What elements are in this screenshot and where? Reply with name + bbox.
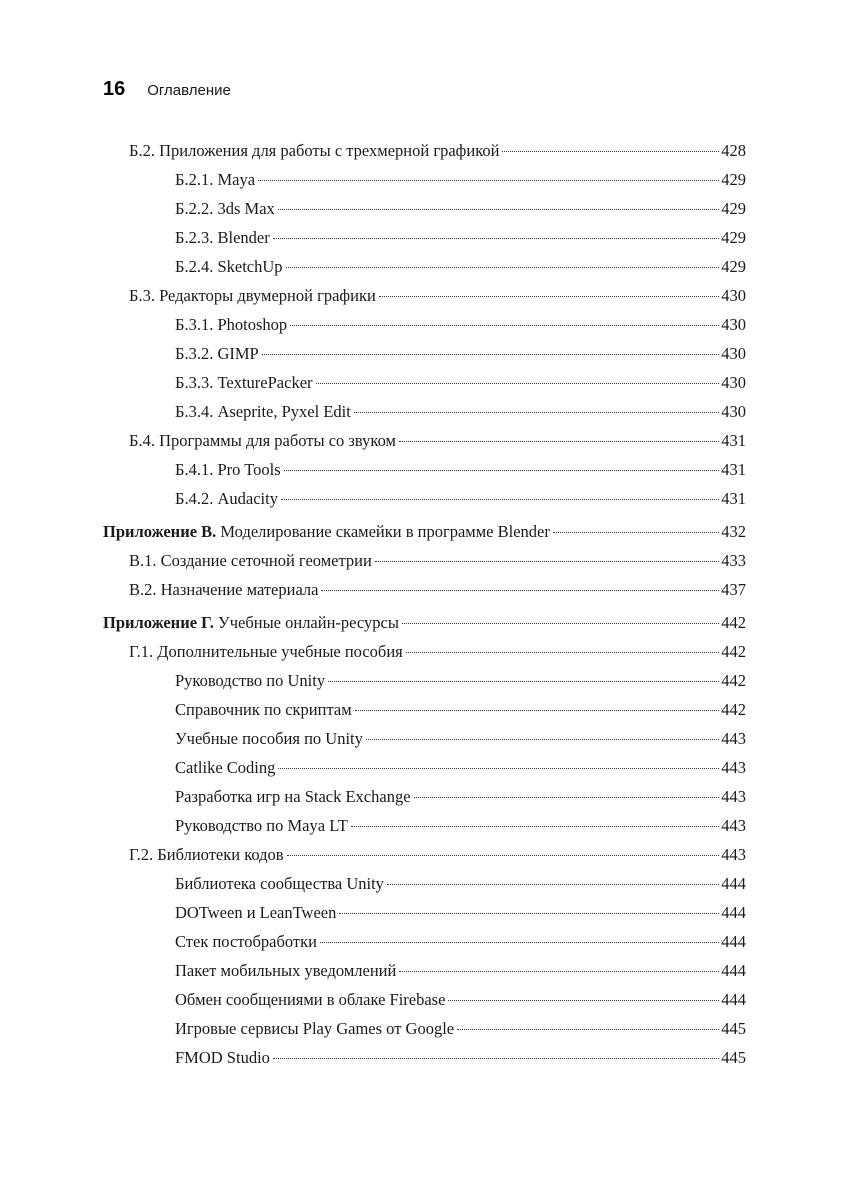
leader-dots: [399, 441, 719, 442]
toc-entry: [175, 1046, 746, 1070]
toc-entry-title: Обмен сообщениями в облаке Firebase: [175, 990, 446, 1009]
appendix-title: Учебные онлайн-ресурсы: [218, 613, 399, 632]
toc-entry-page: 443: [721, 758, 746, 777]
leader-dots: [258, 180, 719, 181]
toc-entry-title: Руководство по Unity: [175, 671, 326, 690]
toc-entry-page: 429: [721, 228, 746, 247]
toc-entry: [175, 930, 746, 954]
toc-entry-title: Б.4.1. Pro Tools: [175, 460, 281, 479]
toc-entry-page: 444: [721, 932, 746, 951]
toc-entry: [175, 1017, 746, 1041]
toc-appendix-entry: [103, 520, 746, 544]
leader-dots: [273, 238, 720, 239]
toc-entry-title: DOTween и LeanTween: [175, 903, 337, 922]
toc-entry: [175, 669, 746, 693]
toc-entry-title: Catlike Coding: [175, 758, 276, 777]
toc-entry: [175, 959, 746, 983]
leader-dots: [278, 768, 719, 769]
toc-entry-page: 442: [721, 700, 746, 719]
leader-dots: [262, 354, 720, 355]
toc-entry: [175, 458, 746, 482]
toc-entry: [175, 988, 746, 1012]
toc-entry-page: 444: [721, 990, 746, 1009]
leader-dots: [278, 209, 719, 210]
leader-dots: [387, 884, 719, 885]
toc-entry-title: Б.3.3. TexturePacker: [175, 373, 313, 392]
toc-entry-title: Разработка игр на Stack Exchange: [175, 787, 411, 806]
toc-entry: [175, 814, 746, 838]
toc-entry-page: 430: [721, 315, 746, 334]
toc-entry-title: Б.2.2. 3ds Max: [175, 199, 275, 218]
toc-entry-title: [103, 520, 550, 544]
toc-entry-page: 443: [721, 787, 746, 806]
leader-dots: [328, 681, 719, 682]
leader-dots: [402, 623, 719, 624]
leader-dots: [354, 412, 719, 413]
toc-entry-page: 433: [721, 551, 746, 570]
toc-entry: [175, 727, 746, 751]
toc-entry: [175, 756, 746, 780]
toc-entry: [175, 168, 746, 192]
leader-dots: [406, 652, 720, 653]
toc-entry-page: 432: [721, 522, 746, 541]
toc-entry: [175, 342, 746, 366]
leader-dots: [379, 296, 719, 297]
running-title: Оглавление: [147, 82, 231, 99]
toc-entry: [129, 640, 746, 664]
toc-entry: [129, 578, 746, 602]
leader-dots: [287, 855, 720, 856]
toc-entry-title: Б.4.2. Audacity: [175, 489, 278, 508]
leader-dots: [366, 739, 719, 740]
leader-dots: [399, 971, 719, 972]
page-header: [103, 78, 231, 104]
toc-entry: [129, 843, 746, 867]
toc-entry-page: 442: [721, 671, 746, 690]
toc-entry-page: 429: [721, 199, 746, 218]
toc-entry: [175, 487, 746, 511]
toc-entry-page: 445: [721, 1019, 746, 1038]
toc-entry-title: Стек постобработки: [175, 932, 317, 951]
toc-entry: [175, 872, 746, 896]
toc-entry-page: 429: [721, 170, 746, 189]
toc-entry-page: 445: [721, 1048, 746, 1067]
toc-entry-page: 443: [721, 845, 746, 864]
leader-dots: [553, 532, 719, 533]
leader-dots: [448, 1000, 719, 1001]
toc-entry-page: 443: [721, 729, 746, 748]
toc-entry: [175, 785, 746, 809]
page-number: 16: [103, 78, 126, 100]
leader-dots: [414, 797, 720, 798]
toc-entry-page: 443: [721, 816, 746, 835]
toc-entry: [175, 400, 746, 424]
toc-entry-page: 444: [721, 874, 746, 893]
appendix-prefix: Приложение В.: [103, 522, 217, 541]
toc-entry: [175, 313, 746, 337]
toc-entry: [175, 255, 746, 279]
leader-dots: [502, 151, 719, 152]
toc-entry-page: 437: [721, 580, 746, 599]
toc-entry-title: Б.2.3. Blender: [175, 228, 270, 247]
toc-entry: [129, 139, 746, 163]
toc-entry-title: Пакет мобильных уведомлений: [175, 961, 397, 980]
leader-dots: [286, 267, 720, 268]
leader-dots: [273, 1058, 719, 1059]
toc-entry-title: В.1. Создание сеточной геометрии: [129, 551, 372, 570]
toc-entry-title: Учебные пособия по Unity: [175, 729, 363, 748]
toc-entry-title: Б.4. Программы для работы со звуком: [129, 431, 396, 450]
toc-entry-title: FMOD Studio: [175, 1048, 270, 1067]
toc-entry-page: 430: [721, 344, 746, 363]
toc-entry-title: Справочник по скриптам: [175, 700, 352, 719]
toc-entry: [175, 698, 746, 722]
toc-entry-title: Б.2. Приложения для работы с трехмерной графикой: [129, 141, 500, 160]
toc-entry-title: Б.3.2. GIMP: [175, 344, 259, 363]
toc-entry-page: 430: [721, 402, 746, 421]
leader-dots: [351, 826, 719, 827]
toc-entry: [175, 226, 746, 250]
toc-entry-title: Б.3.1. Photoshop: [175, 315, 288, 334]
toc-entry-page: 444: [721, 903, 746, 922]
appendix-prefix: Приложение Г.: [103, 613, 214, 632]
leader-dots: [281, 499, 719, 500]
leader-dots: [355, 710, 720, 711]
toc-entry-page: 442: [721, 613, 746, 632]
toc-entry: [175, 197, 746, 221]
toc-entry-page: 444: [721, 961, 746, 980]
toc-entry-page: 431: [721, 460, 746, 479]
toc-entry-page: 430: [721, 373, 746, 392]
toc-entry-title: Руководство по Maya LT: [175, 816, 348, 835]
leader-dots: [284, 470, 720, 471]
toc-entry: [129, 284, 746, 308]
toc-entry-title: Б.2.4. SketchUp: [175, 257, 283, 276]
leader-dots: [339, 913, 719, 914]
leader-dots: [320, 942, 719, 943]
toc-appendix-entry: [103, 611, 746, 635]
toc-entry-title: Б.3. Редакторы двумерной графики: [129, 286, 376, 305]
leader-dots: [290, 325, 719, 326]
leader-dots: [457, 1029, 719, 1030]
toc-entry-title: Игровые сервисы Play Games от Google: [175, 1019, 455, 1038]
leader-dots: [375, 561, 719, 562]
toc-entry-title: [103, 611, 399, 635]
toc-entry-title: Г.1. Дополнительные учебные пособия: [129, 642, 403, 661]
toc-entry: [175, 371, 746, 395]
toc-entry-page: 431: [721, 431, 746, 450]
appendix-title: Моделирование скамейки в программе Blender: [220, 522, 550, 541]
toc-entry-title: Б.3.4. Aseprite, Pyxel Edit: [175, 402, 351, 421]
toc-entry: [129, 549, 746, 573]
leader-dots: [321, 590, 719, 591]
toc-entry: [175, 901, 746, 925]
toc-entry-page: 431: [721, 489, 746, 508]
leader-dots: [316, 383, 720, 384]
toc-entry-title: Г.2. Библиотеки кодов: [129, 845, 284, 864]
toc-entry-title: Библиотека сообщества Unity: [175, 874, 384, 893]
toc-entry-title: В.2. Назначение материала: [129, 580, 319, 599]
toc-entry-page: 430: [721, 286, 746, 305]
toc-entry-page: 428: [721, 141, 746, 160]
toc-entry: [129, 429, 746, 453]
toc-entry-page: 442: [721, 642, 746, 661]
toc-entry-page: 429: [721, 257, 746, 276]
toc-entry-title: Б.2.1. Maya: [175, 170, 256, 189]
